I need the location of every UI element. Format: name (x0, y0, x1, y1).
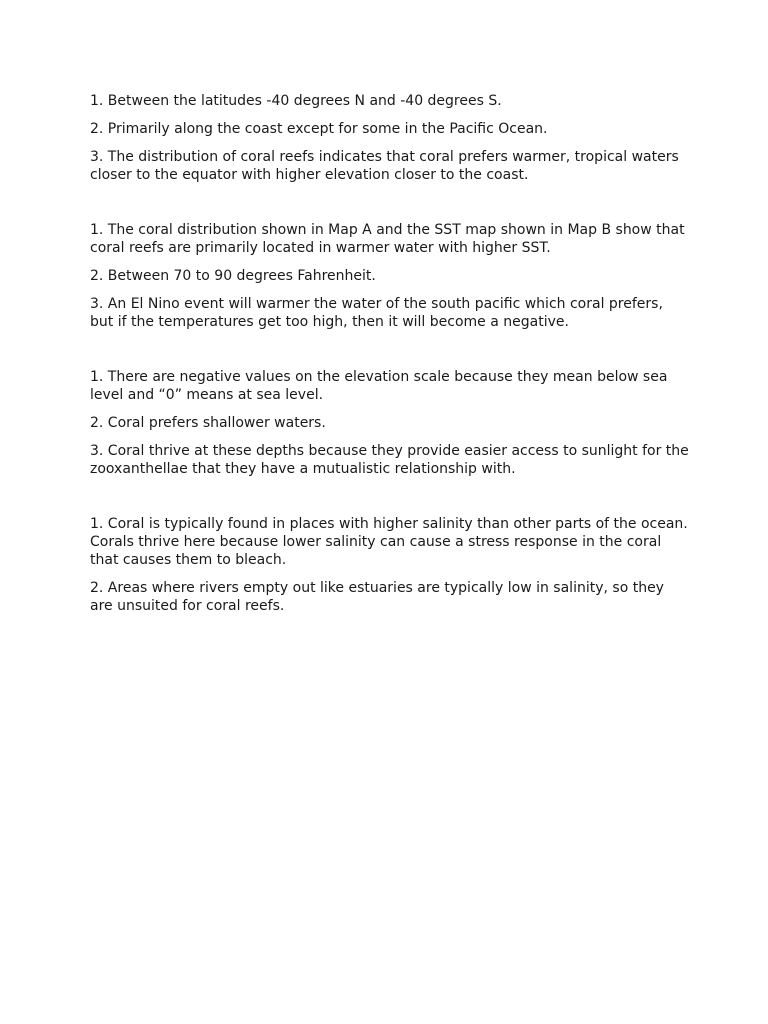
answer-paragraph: 2. Primarily along the coast except for some in the Pacific Ocean. (90, 121, 548, 137)
document-page (90, 92, 690, 652)
answer-section-1 (90, 92, 690, 184)
answer-section-3 (90, 368, 690, 478)
answer-paragraph: 1. Coral is typically found in places with higher salinity than other parts of the ocean. Corals thrive here because lower salinity can cause a stress response in the coral that causes them to bleach. (90, 516, 688, 568)
answer-paragraph: 2. Coral prefers shallower waters. (90, 415, 326, 431)
answer-paragraph: 2. Areas where rivers empty out like estuaries are typically low in salinity, so they are unsuited for coral reefs. (90, 580, 664, 614)
answer-paragraph: 3. An El Nino event will warmer the water of the south pacific which coral prefers, but if the temperatures get too high, then it will become a negative. (90, 296, 663, 330)
answer-section-2 (90, 221, 690, 331)
answer-paragraph: 3. The distribution of coral reefs indicates that coral prefers warmer, tropical waters closer to the equator with higher elevation closer to the coast. (90, 149, 679, 183)
answer-paragraph: 1. The coral distribution shown in Map A and the SST map shown in Map B show that coral reefs are primarily located in warmer water with higher SST. (90, 222, 685, 256)
answer-section-4 (90, 515, 690, 615)
answer-paragraph: 2. Between 70 to 90 degrees Fahrenheit. (90, 268, 376, 284)
answer-paragraph: 3. Coral thrive at these depths because they provide easier access to sunlight for the zooxanthellae that they have a mutualistic relationship with. (90, 443, 689, 477)
answer-paragraph: 1. There are negative values on the elevation scale because they mean below sea level and “0” means at sea level. (90, 369, 668, 403)
answer-paragraph: 1. Between the latitudes -40 degrees N and -40 degrees S. (90, 93, 502, 109)
